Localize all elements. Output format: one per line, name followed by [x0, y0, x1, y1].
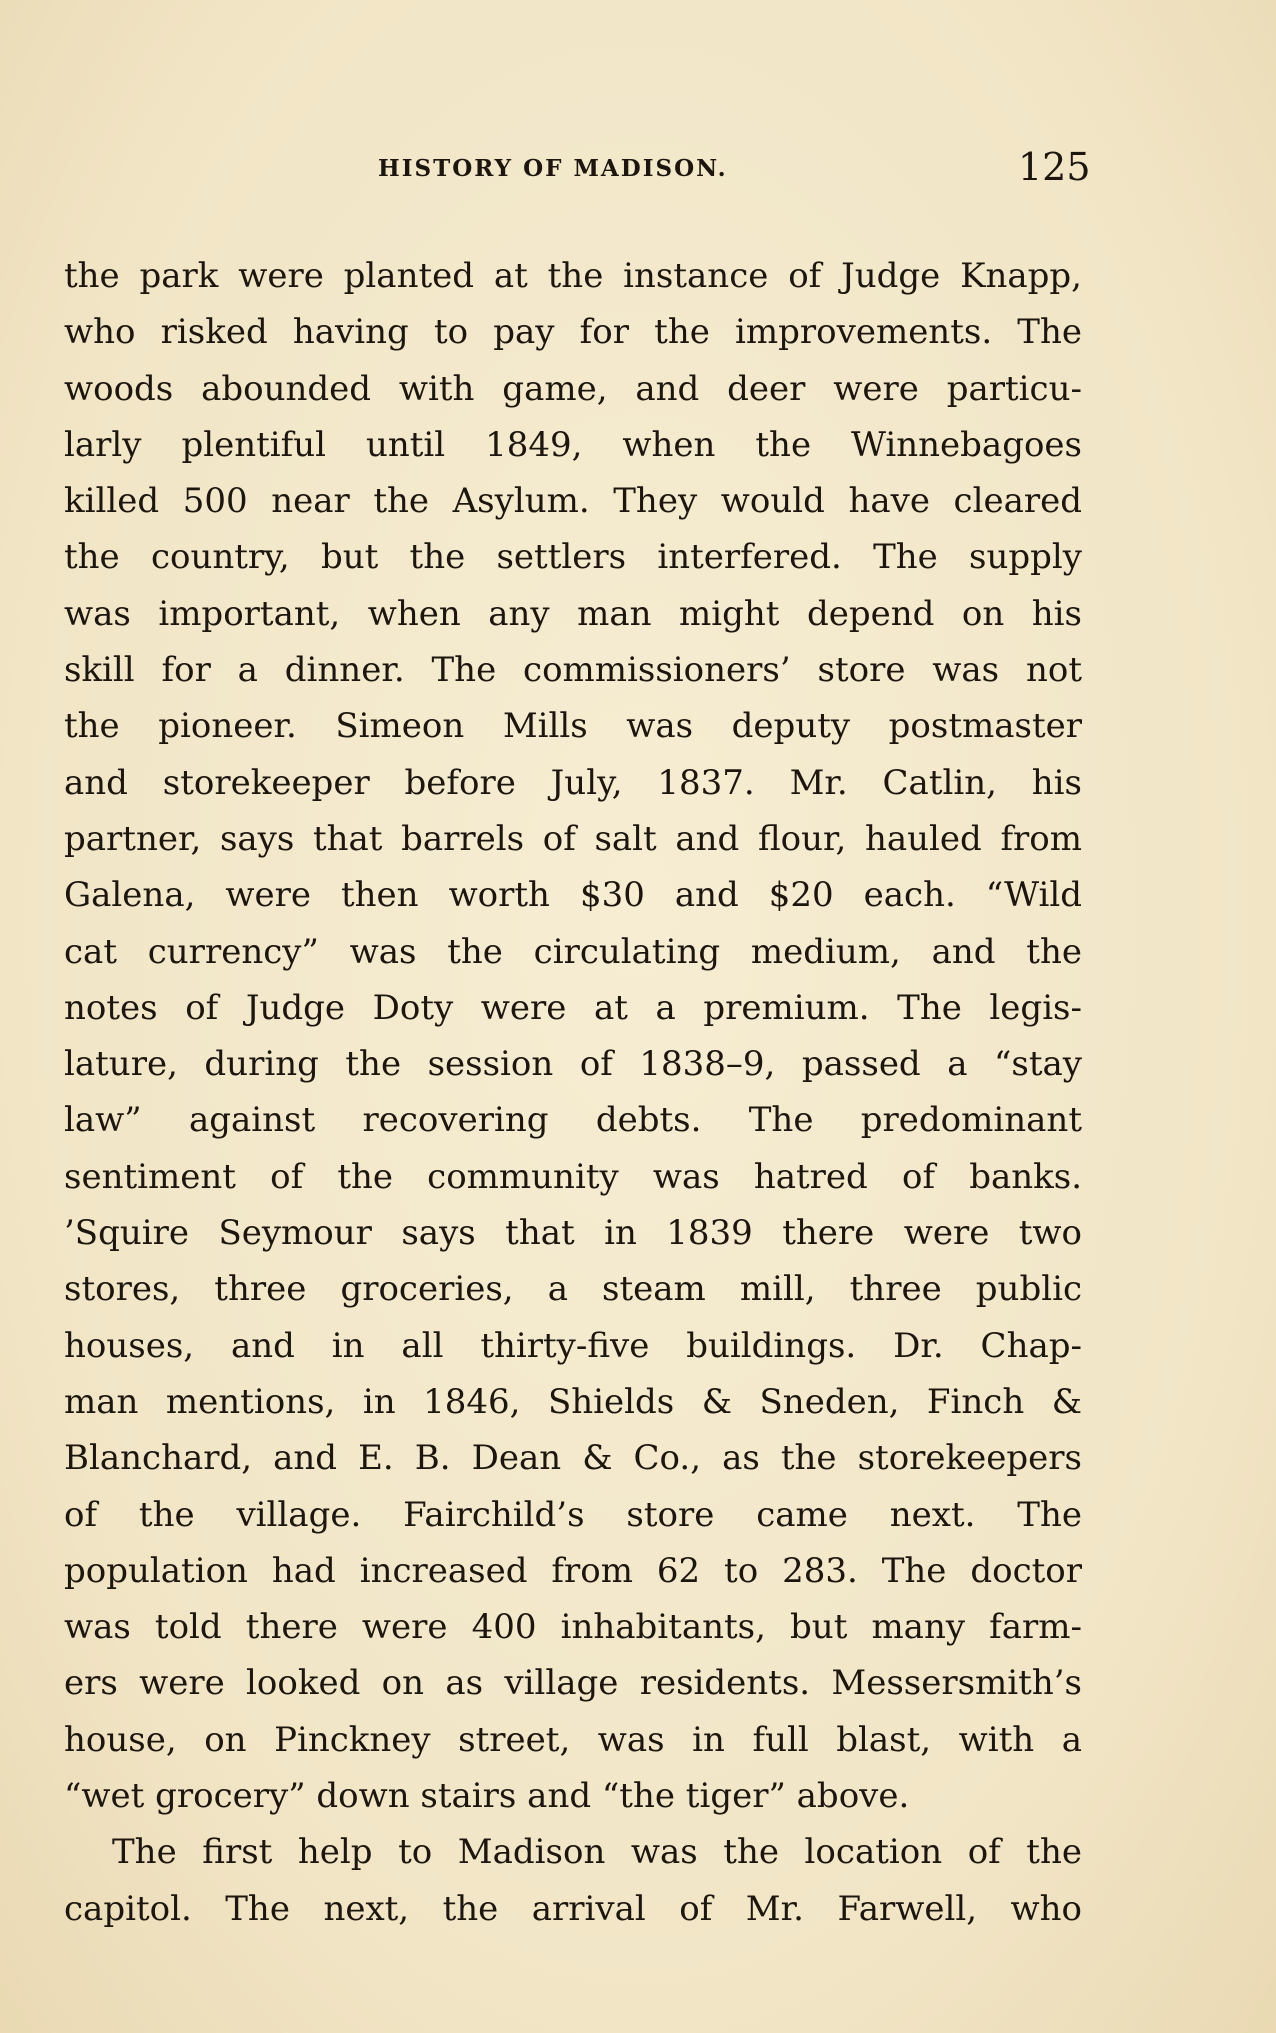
paragraph-start-line: The first help to Madison was the location of the	[112, 1832, 1082, 1873]
text-line: killed 500 near the Asylum. They would have cleared	[64, 481, 1082, 522]
paragraph-end-line: “wet grocery” down stairs and “the tiger” above.	[64, 1776, 910, 1817]
text-line: cat currency” was the circulating medium, and the	[64, 931, 1082, 972]
running-head	[0, 145, 1276, 195]
text-line: sentiment of the community was hatred of banks.	[64, 1156, 1082, 1197]
text-line: partner, says that barrels of salt and flour, hauled from	[64, 818, 1082, 859]
text-line: houses, and in all thirty-five buildings. Dr. Chap-	[64, 1325, 1082, 1366]
text-line: capitol. The next, the arrival of Mr. Farwell, who	[64, 1888, 1082, 1929]
text-line: ’Squire Seymour says that in 1839 there were two	[64, 1213, 1082, 1254]
text-line: lature, during the session of 1838–9, passed a “stay	[64, 1044, 1082, 1085]
text-line: population had increased from 62 to 283. The doctor	[64, 1550, 1082, 1591]
text-line: the country, but the settlers interfered. The supply	[64, 537, 1082, 578]
text-line: was important, when any man might depend on his	[64, 593, 1082, 634]
body-text	[64, 248, 1082, 1937]
text-line: the park were planted at the instance of Judge Knapp,	[64, 256, 1082, 296]
text-line: law” against recovering debts. The predominant	[64, 1100, 1082, 1141]
text-line: was told there were 400 inhabitants, but many farm-	[64, 1607, 1082, 1648]
text-line: woods abounded with game, and deer were particu-	[64, 368, 1082, 409]
text-line: stores, three groceries, a steam mill, three public	[64, 1269, 1082, 1310]
text-line: Blanchard, and E. B. Dean & Co., as the storekeepers	[64, 1438, 1082, 1479]
page-number: 125	[1018, 145, 1091, 189]
text-line: house, on Pinckney street, was in full blast, with a	[64, 1719, 1082, 1760]
text-line: larly plentiful until 1849, when the Winnebagoes	[64, 424, 1082, 465]
text-line: and storekeeper before July, 1837. Mr. Catlin, his	[64, 762, 1082, 803]
running-head-title: HISTORY OF MADISON.	[378, 155, 728, 182]
text-line: notes of Judge Doty were at a premium. The legis-	[64, 987, 1082, 1028]
text-line: ers were looked on as village residents. Messersmith’s	[64, 1663, 1082, 1704]
text-line: Galena, were then worth $30 and $20 each. “Wild	[64, 875, 1082, 916]
text-line: the pioneer. Simeon Mills was deputy postmaster	[64, 706, 1082, 747]
text-line: man mentions, in 1846, Shields & Sneden, Finch &	[64, 1381, 1082, 1422]
text-line: skill for a dinner. The commissioners’ store was not	[64, 650, 1082, 691]
text-line: of the village. Fairchild’s store came next. The	[64, 1494, 1082, 1535]
text-line: who risked having to pay for the improvements. The	[64, 312, 1082, 353]
